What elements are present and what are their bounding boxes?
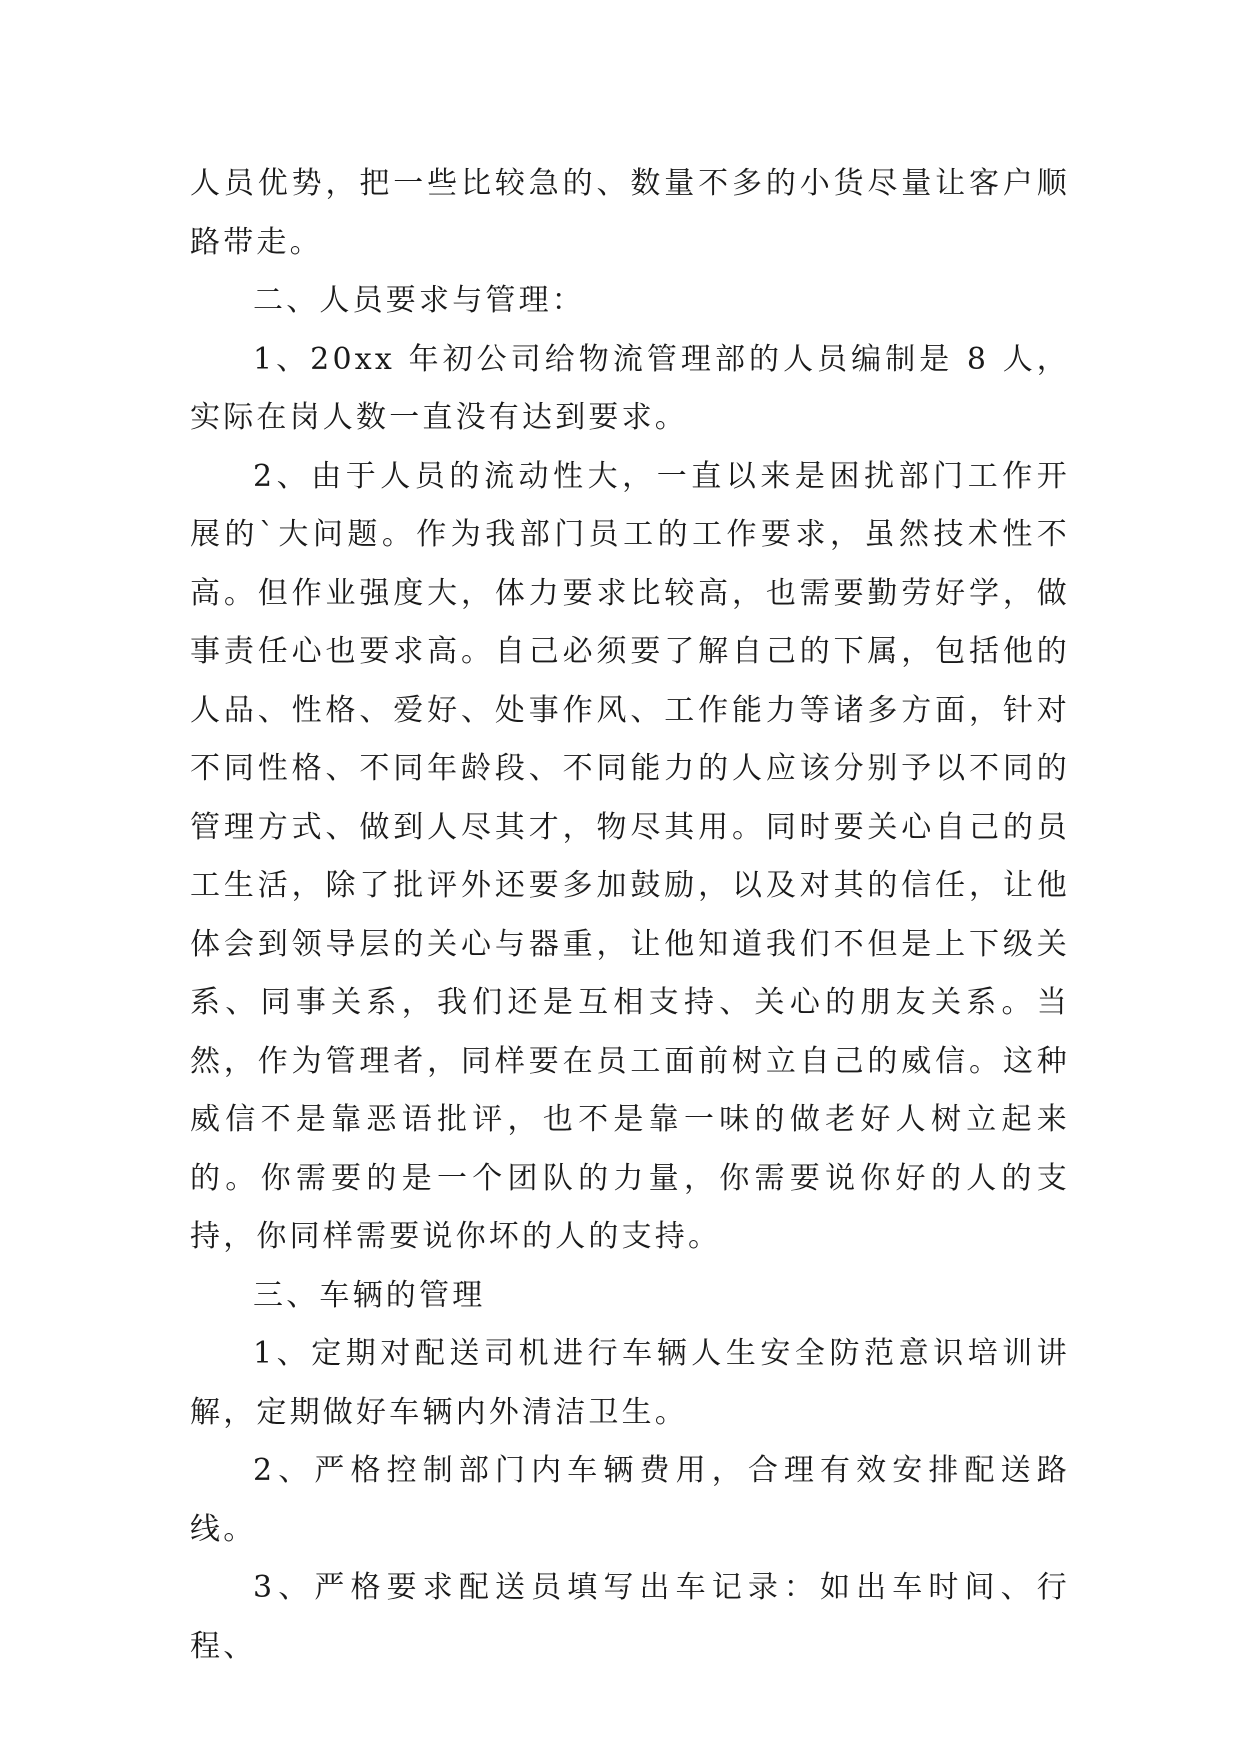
paragraph-staffing: 1、20xx 年初公司给物流管理部的人员编制是 8 人，实际在岗人数一直没有达到要求。 bbox=[190, 341, 1070, 435]
paragraph-mobility: 2、由于人员的流动性大，一直以来是困扰部门工作开展的`大问题。作为我部门员工的工作要求，虽然技术性不高。但作业强度大，体力要求比较高，也需要勤劳好学，做事责任心也要求高。自己必须要了解自己的下属，包括他的人品、性格、爱好、处事作风、工作能力等诸多方面，针对不同性格、不同年龄段、不同能力的人应该分别予以不同的管理方式、做到人尽其才，物尽其用。同时要关心自己的员工生活，除了批评外还要多加鼓励，以及对其的信任，让他体会到领导层的关心与器重，让他知道我们不但是上下级关系、同事关系，我们还是互相支持、关心的朋友关系。当然，作为管理者，同样要在员工面前树立自己的威信。这种威信不是靠恶语批评，也不是靠一味的做老好人树立起来的。你需要的是一个团队的力量，你需要说你好的人的支持，你同样需要说你坏的人的支持。 bbox=[190, 458, 1070, 1254]
paragraph-vehicle-records: 3、严格要求配送员填写出车记录：如出车时间、行程、 bbox=[190, 1570, 1070, 1664]
paragraph-vehicle-costs: 2、严格控制部门内车辆费用，合理有效安排配送路线。 bbox=[190, 1453, 1070, 1547]
section-heading-personnel: 二、人员要求与管理： bbox=[253, 283, 585, 318]
paragraph-continuation: 人员优势，把一些比较急的、数量不多的小货尽量让客户顺路带走。 bbox=[190, 166, 1070, 260]
document-body bbox=[190, 155, 1070, 1676]
paragraph-vehicle-training: 1、定期对配送司机进行车辆人生安全防范意识培训讲解，定期做好车辆内外清洁卫生。 bbox=[190, 1336, 1070, 1430]
section-heading-vehicles: 三、车辆的管理 bbox=[253, 1277, 486, 1313]
